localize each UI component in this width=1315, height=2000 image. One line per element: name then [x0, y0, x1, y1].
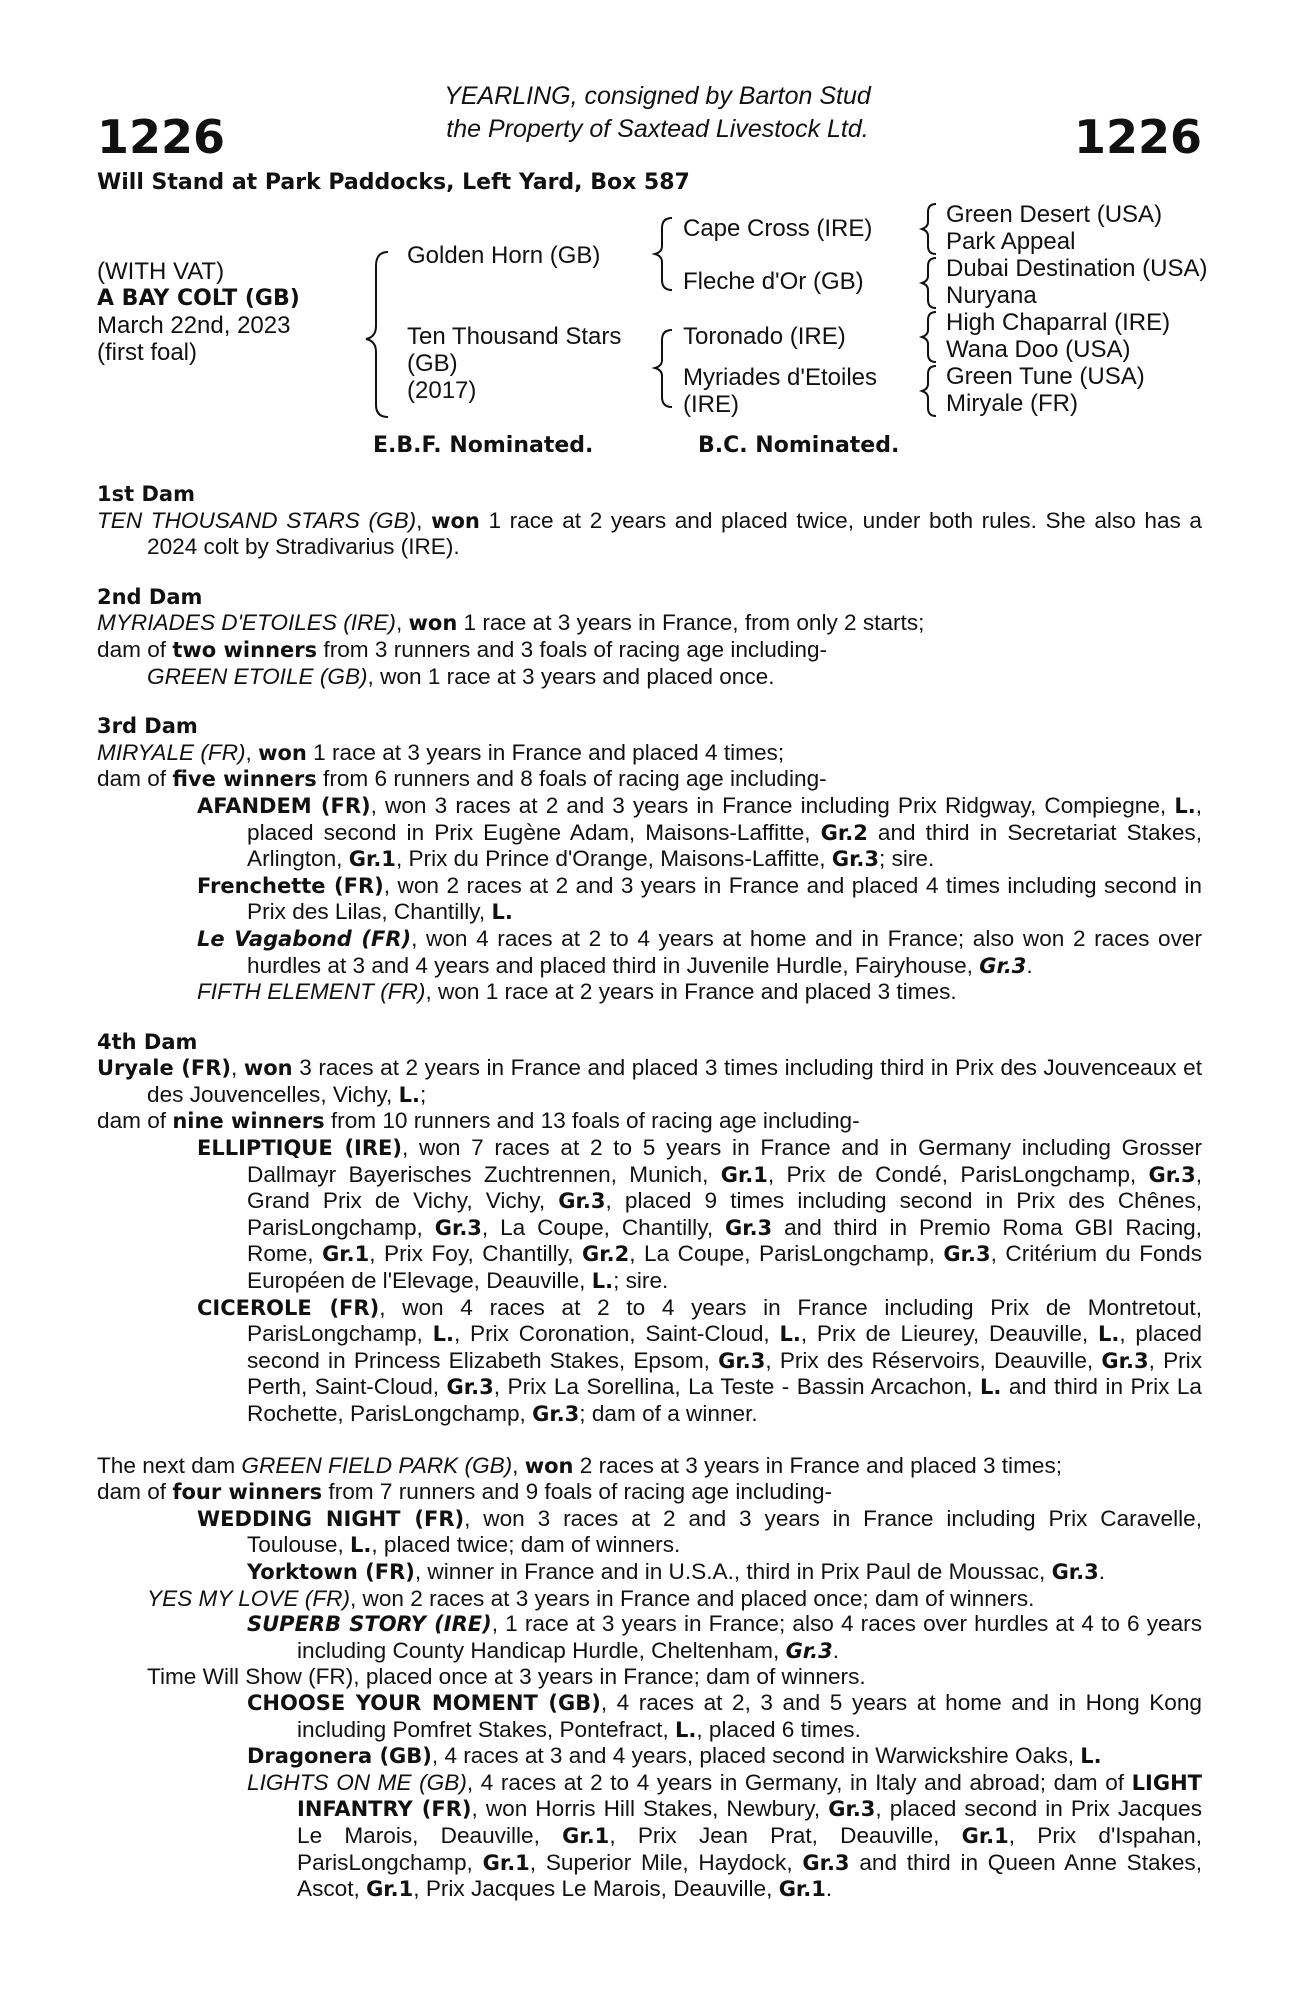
dam-dam-line-1: Myriades d'Etoiles — [683, 364, 877, 391]
brace-sd — [922, 258, 936, 308]
dam-dam — [683, 364, 877, 418]
ancestor-dss: High Chaparral (IRE) — [946, 309, 1171, 336]
produce-entry: CHOOSE YOUR MOMENT (GB), 4 races at 2, 3 and 5 years at home and in Hong Kong including Pomfret Stakes, Pontefract, L., placed 6 times. — [247, 1689, 1202, 1742]
produce-entry: ELLIPTIQUE (IRE), won 7 races at 2 to 5 years in France and in Germany including Grosser Dallmayr Bayerisches Zuchtrennen, Munich, Gr.1, Prix de Condé, ParisLongchamp, Gr.3, Grand Prix de Vichy, Vichy, Gr.3, placed 9 times including second in Prix des Chênes, ParisLongchamp, Gr.3, La Coupe, Chantilly, Gr.3 and third in Premio Roma GBI Racing, Rome, Gr.1, Prix Foy, Chantilly, Gr.2, La Coupe, ParisLongchamp, Gr.3, Critérium du Fonds Européen de l'Elevage, Deauville, L.; sire. — [197, 1135, 1203, 1294]
produce-entry: WEDDING NIGHT (FR), won 3 races at 2 and 3 years in France including Prix Caravelle, Toulouse, L., placed twice; dam of winners. — [197, 1505, 1202, 1558]
ancestor-dds: Green Tune (USA) — [946, 363, 1145, 390]
dam-name — [407, 323, 621, 404]
third-dam-produce: dam of five winners from 6 runners and 8 foals of racing age including- — [97, 766, 827, 792]
produce-entry: AFANDEM (FR), won 3 races at 2 and 3 years in France including Prix Ridgway, Compiegne, L., placed second in Prix Eugène Adam, Maisons-Laffitte, Gr.2 and third in Secretariat Stakes, Arlington, Gr.1, Prix du Prince d'Orange, Maisons-Laffitte, Gr.3; sire. — [197, 792, 1202, 872]
fourth-dam-text: Uryale (FR), won 3 races at 2 years in France and placed 3 times including third in Prix des Jouvenceaux et des Jouvencelles, Vichy, L.; — [97, 1055, 1202, 1107]
produce-entry: CICEROLE (FR), won 4 races at 2 to 4 years in France including Prix de Montretout, ParisLongchamp, L., Prix Coronation, Saint-Cloud, L., Prix de Lieurey, Deauville, L., placed second in Princess Elizabeth Stakes, Epsom, Gr.3, Prix des Réservoirs, Deauville, Gr.3, Prix Perth, Saint-Cloud, Gr.3, Prix La Sorellina, La Teste - Bassin Arcachon, L. and third in Prix La Rochette, ParisLongchamp, Gr.3; dam of a winner. — [197, 1294, 1203, 1426]
second-dam-heading: 2nd Dam — [97, 584, 203, 609]
produce-entry: Frenchette (FR), won 2 races at 2 and 3 years in France and placed 4 times including second in Prix des Lilas, Chantilly, L. — [197, 872, 1202, 925]
produce-entry: YES MY LOVE (FR), won 2 races at 3 years in France and placed once; dam of winners. — [147, 1585, 1035, 1611]
produce-entry: LIGHTS ON ME (GB), 4 races at 2 to 4 years in Germany, in Italy and abroad; dam of LIGHT INFANTRY (FR), won Horris Hill Stakes, Newbury, Gr.3, placed second in Prix Jacques Le Marois, Deauville, Gr.1, Prix Jean Prat, Deauville, Gr.1, Prix d'Ispahan, ParisLongchamp, Gr.1, Superior Mile, Haydock, Gr.3 and third in Queen Anne Stakes, Ascot, Gr.1, Prix Jacques Le Marois, Deauville, Gr.1. — [247, 1769, 1203, 1902]
consign-line-1: YEARLING, consigned by Barton Stud — [444, 82, 871, 110]
dam-name-line-1: Ten Thousand Stars — [407, 323, 622, 350]
third-dam-section — [97, 714, 1202, 1005]
third-dam-heading: 3rd Dam — [97, 714, 198, 739]
brace-dam — [655, 330, 672, 407]
brace-ds — [922, 312, 936, 362]
fourth-dam-heading: 4th Dam — [97, 1029, 198, 1054]
produce-entry: Dragonera (GB), 4 races at 3 and 4 years, placed second in Warwickshire Oaks, L. — [247, 1743, 1102, 1769]
catalogue-body — [97, 482, 1202, 1928]
second-dam-produce: dam of two winners from 3 runners and 3 foals of racing age including- — [97, 636, 828, 662]
foal-note: (first foal) — [97, 339, 198, 366]
horse-name: A BAY COLT (GB) — [97, 286, 300, 311]
sire-sire: Cape Cross (IRE) — [683, 215, 873, 242]
next-dam-produce: dam of four winners from 7 runners and 9 foals of racing age including- — [97, 1479, 833, 1505]
ancestor-ddd: Miryale (FR) — [946, 390, 1078, 417]
dam-name-line-3: (2017) — [407, 377, 477, 404]
ancestor-dsd: Wana Doo (USA) — [946, 336, 1131, 363]
consign-line-2: the Property of Saxtead Livestock Ltd. — [446, 115, 869, 143]
dam-dam-line-2: (IRE) — [683, 391, 739, 418]
produce-entry: GREEN ETOILE (GB), won 1 race at 3 years and placed once. — [147, 663, 775, 689]
fourth-dam-produce: dam of nine winners from 10 runners and 13 foals of racing age including- — [97, 1108, 860, 1134]
brace-ss — [922, 204, 936, 254]
ancestor-ssd: Park Appeal — [946, 228, 1076, 255]
produce-entry: Yorktown (FR), winner in France and in U.S.A., third in Prix Paul de Moussac, Gr.3. — [247, 1558, 1106, 1584]
lot-number-left: 1226 — [97, 110, 226, 164]
produce-entry: FIFTH ELEMENT (FR), won 1 race at 2 years in France and placed 3 times. — [197, 979, 957, 1005]
bc-nominated: B.C. Nominated. — [698, 433, 900, 458]
second-dam-section — [97, 585, 1202, 689]
ancestor-sds: Dubai Destination (USA) — [946, 255, 1208, 282]
dam-sire: Toronado (IRE) — [683, 323, 846, 350]
lot-number-right: 1226 — [1073, 110, 1202, 164]
produce-entry: Time Will Show (FR), placed once at 3 years in France; dam of winners. — [147, 1664, 866, 1690]
third-dam-text: MIRYALE (FR), won 1 race at 3 years in France and placed 4 times; — [97, 739, 785, 765]
produce-entry: SUPERB STORY (IRE), 1 race at 3 years in France; also 4 races over hurdles at 4 to 6 years including County Handicap Hurdle, Cheltenham, Gr.3. — [247, 1611, 1202, 1663]
produce-entry: Le Vagabond (FR), won 4 races at 2 to 4 years at home and in France; also won 2 races over hurdles at 3 and 4 years and placed third in Juvenile Hurdle, Fairyhouse, Gr.3. — [197, 925, 1202, 978]
brace-main — [366, 252, 388, 417]
brace-dd — [922, 366, 936, 416]
second-dam-text: MYRIADES D'ETOILES (IRE), won 1 race at 3 years in France, from only 2 starts; — [97, 610, 925, 636]
sire-name: Golden Horn (GB) — [407, 242, 601, 269]
ancestor-sss: Green Desert (USA) — [946, 201, 1163, 228]
brace-sire — [655, 218, 672, 290]
first-dam-section — [97, 482, 1202, 560]
next-dam-section — [97, 1453, 1202, 1903]
first-dam-text: TEN THOUSAND STARS (GB), won 1 race at 2 years and placed twice, under both rules. She also has a 2024 colt by Stradivarius (IRE). — [97, 507, 1202, 560]
date-of-birth: March 22nd, 2023 — [97, 312, 291, 339]
next-dam-text: The next dam GREEN FIELD PARK (GB), won 2 races at 3 years in France and placed 3 times; — [97, 1452, 1063, 1478]
ancestor-sdd: Nuryana — [946, 282, 1037, 309]
stand-location: Will Stand at Park Paddocks, Left Yard, Box 587 — [97, 170, 690, 195]
dam-name-line-2: (GB) — [407, 350, 458, 377]
vat-note: (WITH VAT) — [97, 258, 225, 285]
ebf-nominated: E.B.F. Nominated. — [373, 433, 594, 458]
fourth-dam-section — [97, 1030, 1202, 1428]
sire-dam: Fleche d'Or (GB) — [683, 268, 864, 295]
first-dam-heading: 1st Dam — [97, 482, 195, 506]
